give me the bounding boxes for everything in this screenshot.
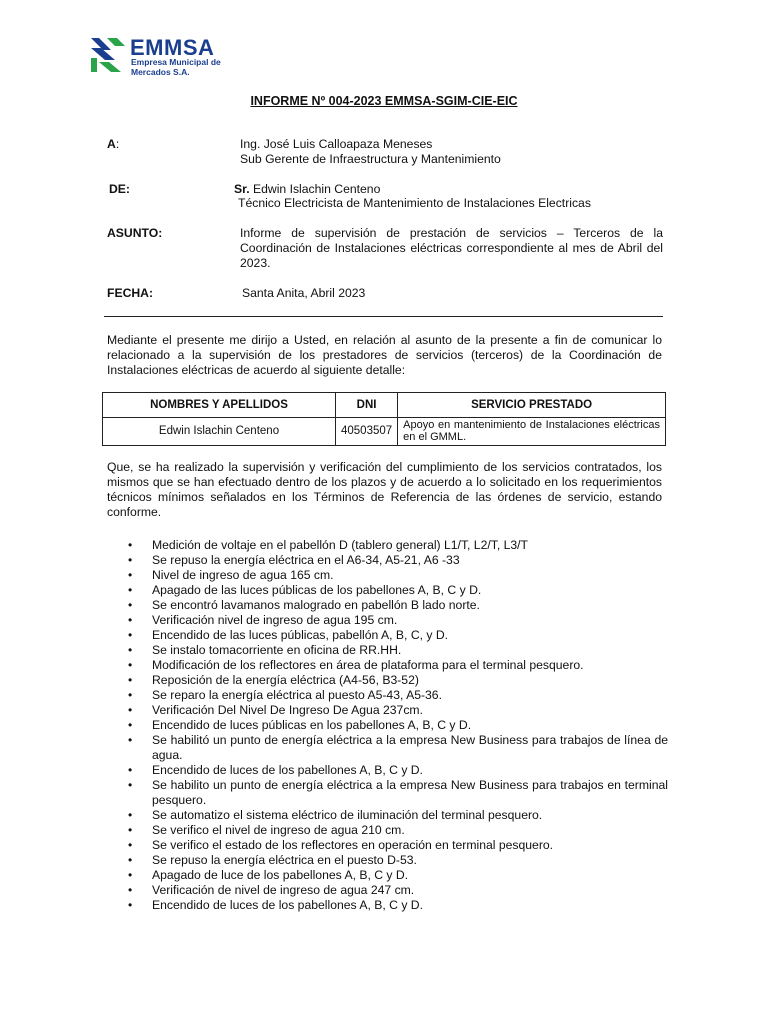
list-item: • Verificación Del Nivel De Ingreso De Agua 237cm. (128, 703, 668, 718)
emmsa-logo-icon (89, 34, 127, 74)
list-item: • Se encontró lavamanos malogrado en pabellón B lado norte. (128, 598, 668, 613)
emmsa-logo (89, 34, 239, 76)
table-header-row (103, 393, 666, 418)
from-label: DE: (109, 182, 130, 196)
cell-name: Edwin Islachin Centeno (103, 418, 336, 446)
list-item: • Se instalo tomacorriente en oficina de RR.HH. (128, 643, 668, 658)
to-name: Ing. José Luis Calloapaza Meneses (240, 137, 433, 151)
logo-brand-subtitle: Empresa Municipal de Mercados S.A. (131, 57, 221, 77)
conclusion-paragraph: Que, se ha realizado la supervisión y verificación del cumplimiento de los servicios contratados, los mismos que se han efectuado dentro de los plazos y de acuerdo a lo solicitado en los requerimientos técnicos mínimos señalados en los Términos de Referencia de las órdenes de servicio, estando conforme. (107, 460, 662, 519)
list-item: • Se verifico el nivel de ingreso de agua 210 cm. (128, 823, 668, 838)
list-item: • Apagado de luce de los pabellones A, B, C y D. (128, 868, 668, 883)
list-item: • Modificación de los reflectores en área de plataforma para el terminal pesquero. (128, 658, 668, 673)
list-item: • Encendido de luces públicas en los pabellones A, B, C y D. (128, 718, 668, 733)
list-item: • Nivel de ingreso de agua 165 cm. (128, 568, 668, 583)
list-item: • Se repuso la energía eléctrica en el A6-34, A5-21, A6 -33 (128, 553, 668, 568)
list-item: • Se verifico el estado de los reflectores en operación en terminal pesquero. (128, 838, 668, 853)
header-dni: DNI (336, 393, 398, 418)
list-item: • Apagado de las luces públicas de los pabellones A, B, C y D. (128, 583, 668, 598)
from-name: Edwin Islachin Centeno (252, 182, 381, 196)
to-label-colon: : (115, 137, 120, 151)
subject-text: Informe de supervisión de prestación de servicios – Terceros de la Coordinación de Instalaciones eléctricas correspondiente al mes de Abril del 2023. (240, 226, 663, 270)
header-divider (104, 316, 663, 317)
to-label (107, 137, 119, 152)
list-item: • Encendido de luces de los pabellones A, B, C y D. (128, 763, 668, 778)
report-title: INFORME Nº 004-2023 EMMSA-SGIM-CIE-EIC (250, 94, 518, 108)
logo-brand-name: EMMSA (130, 35, 215, 60)
list-item: • Reposición de la energía eléctrica (A4-56, B3-52) (128, 673, 668, 688)
list-item: • Se repuso la energía eléctrica en el puesto D-53. (128, 853, 668, 868)
activities-list (128, 538, 668, 913)
from-line (234, 182, 380, 197)
list-item: • Encendido de luces de los pabellones A, B, C y D. (128, 898, 668, 913)
cell-dni: 40503507 (336, 418, 398, 446)
list-item: • Se reparo la energía eléctrica al puesto A5-43, A5-36. (128, 688, 668, 703)
list-item: • Se habilito un punto de energía eléctrica a la empresa New Business para trabajos en terminal pesquero. (128, 778, 668, 808)
list-item: • Medición de voltaje en el pabellón D (tablero general) L1/T, L2/T, L3/T (128, 538, 668, 553)
subject-label: ASUNTO: (107, 226, 163, 240)
header-names: NOMBRES Y APELLIDOS (103, 393, 336, 418)
cell-service: Apoyo en mantenimiento de Instalaciones eléctricas en el GMML. (398, 418, 666, 446)
list-item: • Se automatizo el sistema eléctrico de iluminación del terminal pesquero. (128, 808, 668, 823)
header-service: SERVICIO PRESTADO (398, 393, 666, 418)
to-label-letter: A (107, 137, 116, 151)
intro-paragraph: Mediante el presente me dirijo a Usted, en relación al asunto de la presente a fin de comunicar lo relacionado a la supervisión de los prestadores de servicios (terceros) de la Coordinación de Instalaciones eléctricas de acuerdo al siguiente detalle: (107, 333, 662, 377)
from-role: Técnico Electricista de Mantenimiento de Instalaciones Electricas (238, 196, 591, 210)
list-item: • Se habilitó un punto de energía eléctrica a la empresa New Business para trabajos de línea de agua. (128, 733, 668, 763)
services-table (102, 392, 666, 446)
list-item: • Verificación de nivel de ingreso de agua 247 cm. (128, 883, 668, 898)
list-item: • Encendido de las luces públicas, pabellón A, B, C, y D. (128, 628, 668, 643)
date-text: Santa Anita, Abril 2023 (242, 286, 366, 300)
date-label: FECHA: (107, 286, 154, 300)
to-role: Sub Gerente de Infraestructura y Mantenimiento (240, 152, 501, 166)
list-item: • Verificación nivel de ingreso de agua 195 cm. (128, 613, 668, 628)
table-row (103, 418, 666, 446)
from-title: Sr. (234, 182, 250, 196)
